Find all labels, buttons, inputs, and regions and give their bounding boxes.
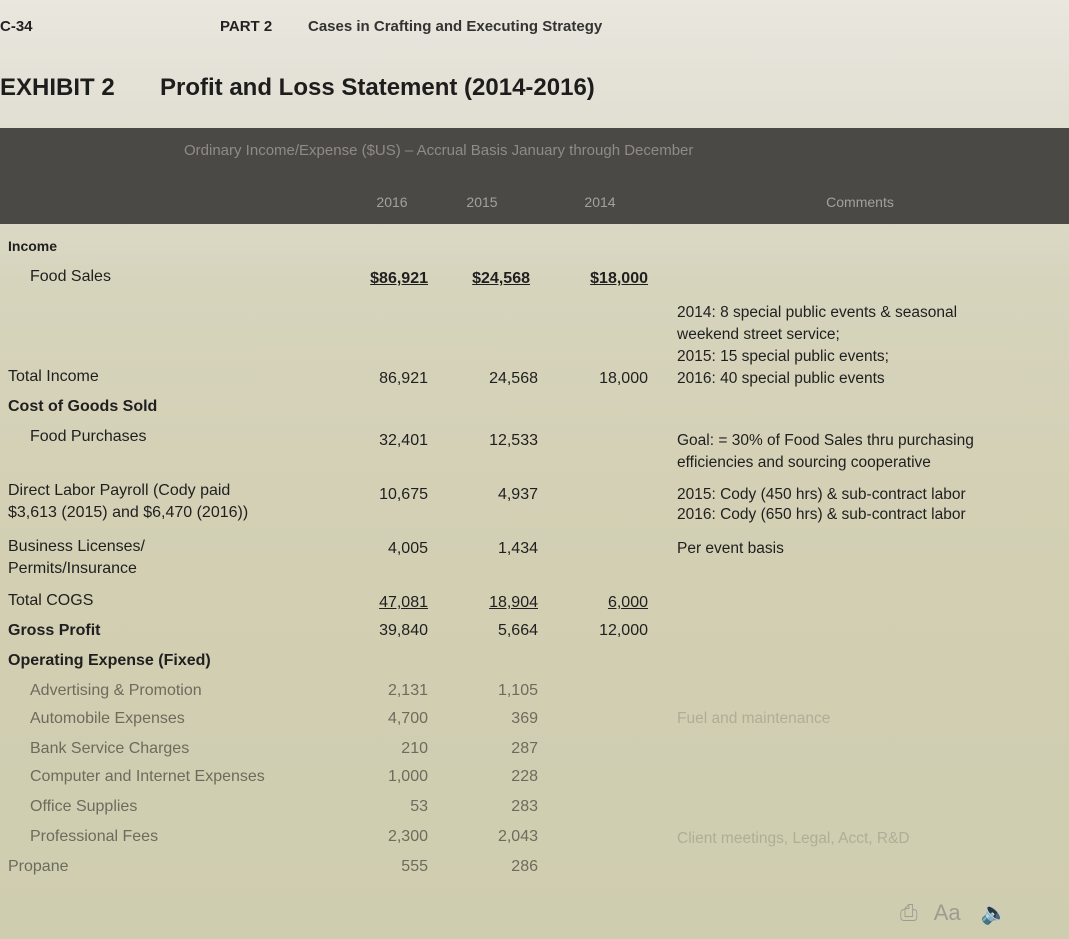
direct-labor-label-2: $3,613 (2015) and $6,470 (2016)): [8, 504, 249, 521]
opex-item-label: Professional Fees: [30, 828, 159, 845]
auto-note: Fuel and maintenance: [677, 710, 831, 727]
food-purchases-2016: 32,401: [379, 432, 428, 449]
column-2016: 2016: [376, 194, 408, 210]
opex-item-2016: 2,131: [387, 682, 428, 699]
food-sales-label: Food Sales: [30, 268, 111, 285]
food-note-1: Goal: = 30% of Food Sales thru purchasing: [677, 432, 974, 449]
income-note-1: 2014: 8 special public events & seasonal: [677, 304, 958, 321]
income-label: Income: [8, 238, 58, 254]
licenses-2016: 4,005: [387, 540, 428, 557]
opex-item-2015: 2,043: [497, 828, 538, 845]
income-note-3: 2015: 15 special public events;: [677, 348, 889, 365]
gross-profit-2016: 39,840: [379, 622, 428, 639]
opex-item-2015: 286: [511, 858, 538, 875]
food-purchases-2015: 12,533: [489, 432, 538, 449]
food-sales-2016: $86,921: [370, 270, 428, 287]
part-label: PART 2: [220, 18, 273, 35]
food-purchases-label: Food Purchases: [30, 428, 147, 445]
licenses-2015: 1,434: [497, 540, 538, 557]
gross-profit-2015: 5,664: [497, 622, 538, 639]
food-note-2: efficiencies and sourcing cooperative: [677, 454, 931, 471]
total-income-label: Total Income: [8, 368, 99, 385]
opex-item-2015: 287: [511, 740, 538, 757]
income-note-4: 2016: 40 special public events: [677, 370, 885, 387]
text-size-button[interactable]: Aa: [933, 900, 961, 925]
speaker-icon[interactable]: 🔈: [980, 900, 1009, 925]
opex-label: Operating Expense (Fixed): [8, 652, 211, 669]
column-2014: 2014: [584, 194, 616, 210]
page-number: C-34: [0, 18, 33, 35]
total-cogs-2016: 47,081: [379, 594, 428, 611]
licenses-label-2: Permits/Insurance: [8, 560, 137, 577]
opex-item-label: Computer and Internet Expenses: [30, 768, 265, 785]
gross-profit-2014: 12,000: [599, 622, 648, 639]
opex-item-2016: 2,300: [387, 828, 428, 845]
total-income-2016: 86,921: [379, 370, 428, 387]
part-title: Cases in Crafting and Executing Strategy: [308, 18, 603, 35]
total-cogs-label: Total COGS: [8, 592, 94, 609]
income-note-2: weekend street service;: [677, 326, 840, 343]
direct-labor-2016: 10,675: [379, 486, 428, 503]
opex-item-label: Automobile Expenses: [30, 710, 185, 727]
food-sales-2015: $24,568: [472, 270, 530, 287]
opex-item-label: Office Supplies: [30, 798, 138, 815]
opex-item-2016: 210: [401, 740, 428, 757]
direct-labor-label-1: Direct Labor Payroll (Cody paid: [8, 482, 231, 499]
opex-item-2015: 228: [511, 768, 538, 785]
column-2015: 2015: [466, 194, 498, 210]
opex-item-2015: 283: [511, 798, 538, 815]
opex-item-2015: 1,105: [497, 682, 538, 699]
cogs-label: Cost of Goods Sold: [8, 398, 158, 415]
total-cogs-2015: 18,904: [489, 594, 538, 611]
opex-item-label: Propane: [8, 858, 69, 875]
opex-item-2015: 369: [511, 710, 538, 727]
total-cogs-2014: 6,000: [607, 594, 648, 611]
labor-note-2: 2016: Cody (650 hrs) & sub-contract labor: [677, 506, 966, 523]
labor-note-1: 2015: Cody (450 hrs) & sub-contract labor: [677, 486, 966, 503]
total-income-2014: 18,000: [599, 370, 648, 387]
share-icon[interactable]: ⎙: [900, 900, 918, 925]
opex-item-2016: 555: [401, 858, 428, 875]
opex-item-label: Advertising & Promotion: [30, 682, 202, 699]
opex-item-2016: 4,700: [387, 710, 428, 727]
opex-item-2016: 1,000: [387, 768, 428, 785]
total-income-2015: 24,568: [489, 370, 538, 387]
licenses-label-1: Business Licenses/: [8, 538, 145, 555]
gross-profit-label: Gross Profit: [8, 622, 101, 639]
opex-item-2016: 53: [410, 798, 428, 815]
licenses-note: Per event basis: [677, 540, 784, 557]
table-header: [0, 128, 1069, 224]
opex-item-label: Bank Service Charges: [30, 740, 190, 757]
prof-note: Client meetings, Legal, Acct, R&D: [677, 830, 910, 847]
reader-toolbar: [900, 900, 1008, 926]
food-sales-2014: $18,000: [590, 270, 648, 287]
exhibit-title: Profit and Loss Statement (2014-2016): [160, 74, 595, 101]
column-comments: Comments: [826, 194, 894, 210]
exhibit-label: EXHIBIT 2: [0, 74, 115, 101]
direct-labor-2015: 4,937: [497, 486, 538, 503]
table-caption: Ordinary Income/Expense ($US) – Accrual Basis January through December: [184, 142, 694, 159]
